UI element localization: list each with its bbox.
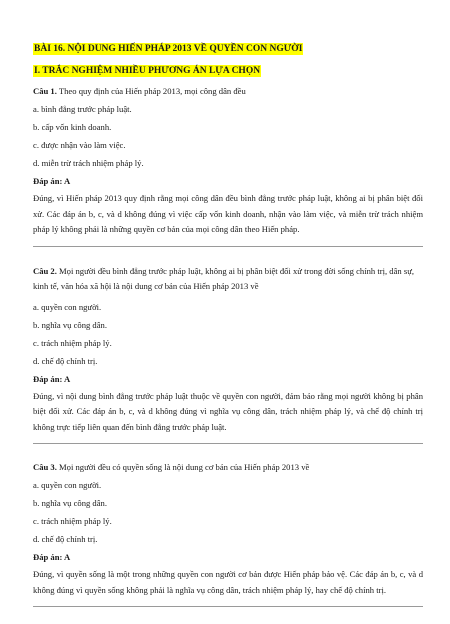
answer-label: Đáp án: A <box>33 373 71 384</box>
question-label: Câu 2. <box>33 265 57 276</box>
divider <box>33 606 423 607</box>
option-c: c. trách nhiệm pháp lý. <box>33 337 112 348</box>
divider <box>33 443 423 444</box>
answer-label: Đáp án: A <box>33 176 71 186</box>
answer-explanation: Đúng, vì quyền sống là một trong những quyền con người cơ bản được Hiến pháp bảo vệ. Các đáp án b, c, và d không đúng vì quyền sống không phải là nghĩa vụ công dân, trách nhiệm pháp lý, hay chế độ chính trị. <box>33 569 423 595</box>
question-block-3 <box>33 461 423 598</box>
option-d: d. chế độ chính trị. <box>33 355 98 366</box>
option-b: b. nghĩa vụ công dân. <box>33 498 107 508</box>
answer-explanation: Đúng, vì nội dung bình đẳng trước pháp luật thuộc về quyền con người, đảm bảo rằng mọi người không bị phân biệt đối xử. Các đáp án b, c, và d không đúng vì nghĩa vụ công dân, trách nhiệm pháp lý, và chế độ chính trị không trực tiếp liên quan đến bình đẳng trước pháp luật. <box>33 390 423 432</box>
section-heading: I. TRẮC NGHIỆM NHIỀU PHƯƠNG ÁN LỰA CHỌN <box>34 66 261 76</box>
question-stem: Mọi người đều bình đẳng trước pháp luật, không ai bị phân biệt đối xử trong đời sống chính trị, dân sự, kinh tế, văn hóa xã hội là nội dung cơ bản của Hiến pháp 2013 về <box>33 265 415 291</box>
question-label: Câu 1. <box>33 86 57 96</box>
option-a: a. quyền con người. <box>33 480 102 490</box>
question-block-2 <box>33 264 423 436</box>
document-content <box>33 38 423 624</box>
question-block-1 <box>33 85 423 238</box>
question-stem: Theo quy định của Hiến pháp 2013, mọi công dân đều <box>56 86 246 96</box>
option-d: d. chế độ chính trị. <box>33 534 98 544</box>
option-c: c. trách nhiệm pháp lý. <box>33 516 112 526</box>
lesson-title: BÀI 16. NỘI DUNG HIẾN PHÁP 2013 VỀ QUYỀN CON NGƯỜI <box>34 44 303 54</box>
option-c: c. được nhận vào làm việc. <box>33 140 126 150</box>
option-d: d. miễn trừ trách nhiệm pháp lý. <box>33 158 144 168</box>
question-text <box>33 461 423 473</box>
question-stem: Mọi người đều có quyền sống là nội dung cơ bản của Hiến pháp 2013 về <box>56 462 310 472</box>
divider <box>33 246 423 247</box>
option-a: a. bình đẳng trước pháp luật. <box>33 104 132 114</box>
question-label: Câu 3. <box>33 462 57 472</box>
option-b: b. nghĩa vụ công dân. <box>33 319 107 330</box>
option-a: a. quyền con người. <box>33 301 102 312</box>
answer-label: Đáp án: A <box>33 552 71 562</box>
answer-explanation: Đúng, vì Hiến pháp 2013 quy định rằng mọi công dân đều bình đẳng trước pháp luật, không ai bị phân biệt đối xử. Các đáp án b, c, và d không đúng vì việc cấp vốn kinh doanh, nhận vào làm việc, và miễn trừ trách nhiệm pháp lý không phải là những quyền cơ bản của mọi công dân theo Hiến pháp. <box>33 193 423 234</box>
question-text <box>33 264 423 295</box>
question-text <box>33 85 423 97</box>
option-b: b. cấp vốn kinh doanh. <box>33 122 112 132</box>
